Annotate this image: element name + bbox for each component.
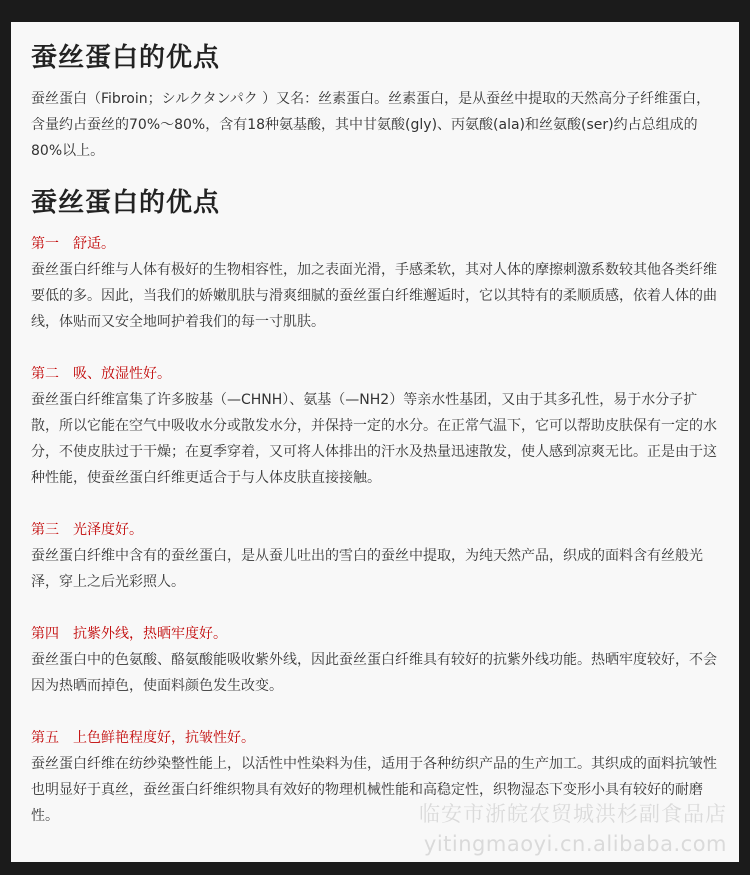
advantages-list [31,231,723,855]
advantage-body: 蚕丝蛋白纤维与人体有极好的生物相容性，加之表面光滑，手感柔软，其对人体的摩擦刺激系数较其他各类纤维要低的多。因此，当我们的娇嫩肌肤与滑爽细腻的蚕丝蛋白纤维邂逅时，它以其特有的柔顺质感，依着人体的曲线，体贴而又安全地呵护着我们的每一寸肌肤。 [31,262,717,330]
advantage-item [31,231,723,335]
advantage-body: 蚕丝蛋白纤维中含有的蚕丝蛋白，是从蚕儿吐出的雪白的蚕丝中提取，为纯天然产品，织成的面料含有丝般光泽，穿上之后光彩照人。 [31,548,703,590]
advantage-heading: 第五 上色鲜艳程度好，抗皱性好。 [31,730,255,746]
section-title: 蚕丝蛋白的优点 [31,188,221,218]
advantage-item [31,361,723,491]
article-title: 蚕丝蛋白的优点 [31,43,221,73]
intro-paragraph: 蚕丝蛋白（Fibroin；シルクタンパク ）又名：丝素蛋白。丝素蛋白，是从蚕丝中提取的天然高分子纤维蛋白，含量约占蚕丝的70%～80%，含有18种氨基酸，其中甘氨酸(gly)、丙氨酸(ala)和丝氨酸(ser)约占总组成的80%以上。 [31,91,711,159]
shop-watermark: 临安市浙皖农贸城洪杉副食品店 [419,802,727,826]
advantage-heading: 第四 抗紫外线，热晒牢度好。 [31,626,227,642]
advantage-heading: 第二 吸、放湿性好。 [31,366,171,382]
advantage-heading: 第一 舒适。 [31,236,115,252]
advantage-item [31,621,723,699]
advantage-body: 蚕丝蛋白纤维富集了许多胺基（—CHNH）、氨基（—NH2）等亲水性基团，又由于其多孔性，易于水分子扩散，所以它能在空气中吸收水分或散发水分，并保持一定的水分。在正常气温下，它可以帮助皮肤保有一定的水分，不使皮肤过于干燥；在夏季穿着，又可将人体排出的汗水及热量迅速散发，使人感到凉爽无比。正是由于这种性能，使蚕丝蛋白纤维更适合于与人体皮肤直接接触。 [31,392,717,486]
advantage-body: 蚕丝蛋白中的色氨酸、酪氨酸能吸收紫外线，因此蚕丝蛋白纤维具有较好的抗紫外线功能。热晒牢度较好，不会因为热晒而掉色，使面料颜色发生改变。 [31,652,717,694]
article-panel [11,22,739,862]
advantage-item [31,517,723,595]
advantage-heading: 第三 光泽度好。 [31,522,143,538]
url-watermark: yitingmaoyi.cn.alibaba.com [423,832,727,856]
advantage-body: 蚕丝蛋白纤维在纺纱染整性能上，以活性中性染料为佳，适用于各种纺织产品的生产加工。其织成的面料抗皱性也明显好于真丝，蚕丝蛋白纤维织物具有效好的物理机械性能和高稳定性，织物湿态下变形小具有较好的耐磨性。 [31,756,717,824]
